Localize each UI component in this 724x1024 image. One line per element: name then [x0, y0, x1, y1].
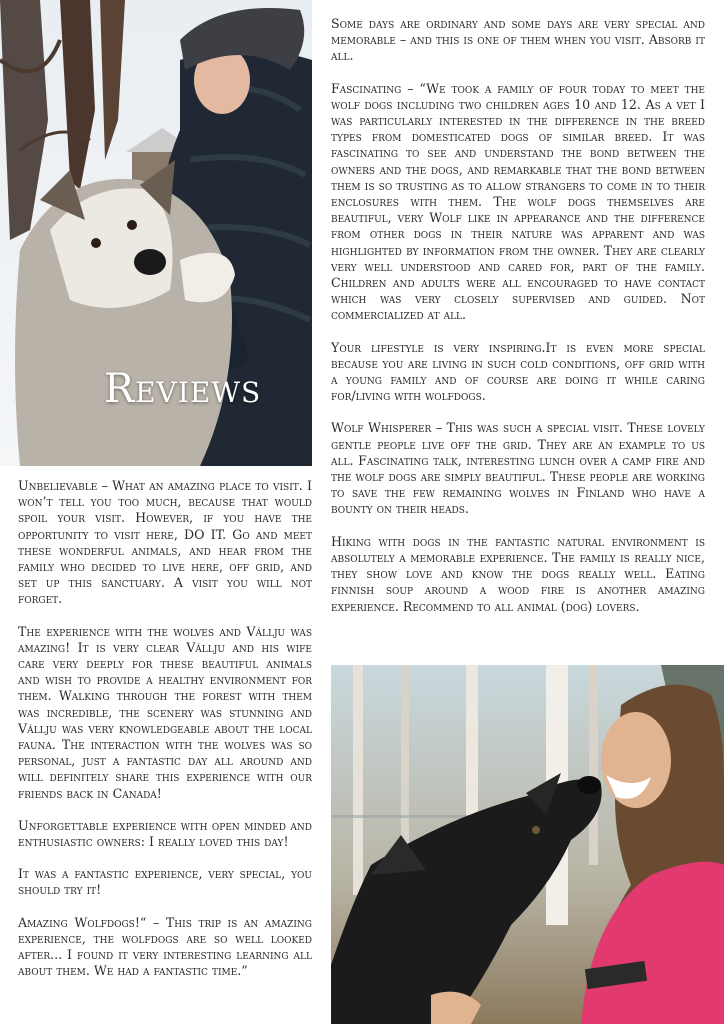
review-paragraph: Some days are ordinary and some days are very special and memorable – and this is one of them when you visit. Absorb it all.: [331, 16, 705, 64]
review-paragraph: Wolf Whisperer – This was such a special visit. These lovely gentle people live off the grid. They are an example to us all. Fascinating talk, interesting lunch over a camp fire and the wolf dogs are simply beautiful. These people are working to save the few remaining wolves in Finland who have a bounty on their heads.: [331, 420, 705, 517]
review-paragraph: The experience with the wolves and Vállju was amazing! It is very clear Vállju and his wife care very deeply for these beautiful animals and wish to provide a healthy environment for them. Walking through the forest with them was incredible, the scenery was stunning and Vállju was very knowledgeable about the local fauna. The interaction with the wolves was so personal, just a fantastic day all around and will definitely share this experience with our friends back in Canada!: [18, 623, 312, 801]
review-paragraph: Amazing Wolfdogs!“ – This trip is an amazing experience, the wolfdogs are so well looked after... I found it very interesting learning all about them. We had a fantastic time.”: [18, 914, 312, 979]
wolfdog-photo-illustration: [331, 665, 724, 1024]
review-paragraph: Your lifestyle is very inspiring.It is even more special because you are living in such cold conditions, off grid with a young family and of course are doing it while caring for/living with wolfdogs.: [331, 339, 705, 404]
review-paragraph: Fascinating – “We took a family of four today to meet the wolf dogs including two children ages 10 and 12. As a vet I was particularly interested in the difference in the breed types from domesticated dogs of similar breed. It was fascinating to see and understand the bond between the owners and the dogs, and remarkable that the bond between them is so trusting as to allow strangers to come in to their enclosures with them. The wolf dogs themselves are beautiful, very Wolf like in appearance and the difference from other dogs in their nature was apparent and was highlighted by information from the owner. They are clearly very well understood and cared for, part of the family. Children and adults were all encouraged to have contact which was very closely supervised and guided. Not commercialized at all.: [331, 80, 705, 323]
left-reviews-column: [18, 478, 312, 995]
review-paragraph: It was a fantastic experience, very special, you should try it!: [18, 866, 312, 898]
woman-with-wolfdog-photo: [331, 665, 724, 1024]
right-reviews-column: [331, 16, 705, 631]
review-paragraph: Hiking with dogs in the fantastic natural environment is absolutely a memorable experience. The family is really nice, they show love and know the dogs really well. Eating finnish soup around a wood fire is another amazing experience. Recommend to all animal (dog) lovers.: [331, 533, 705, 614]
review-paragraph: Unbelievable – What an amazing place to visit. I won’t tell you too much, because that would spoil your visit. However, if you have the opportunity to visit here, DO IT. Go and meet these wonderful animals, and hear from the family who decided to live here, off grid, and set up this sanctuary. A visit you will not forget.: [18, 478, 312, 607]
review-paragraph: Unforgettable experience with open minded and enthusiastic owners: I really loved this day!: [18, 817, 312, 850]
reviews-heading: Reviews: [104, 366, 262, 412]
